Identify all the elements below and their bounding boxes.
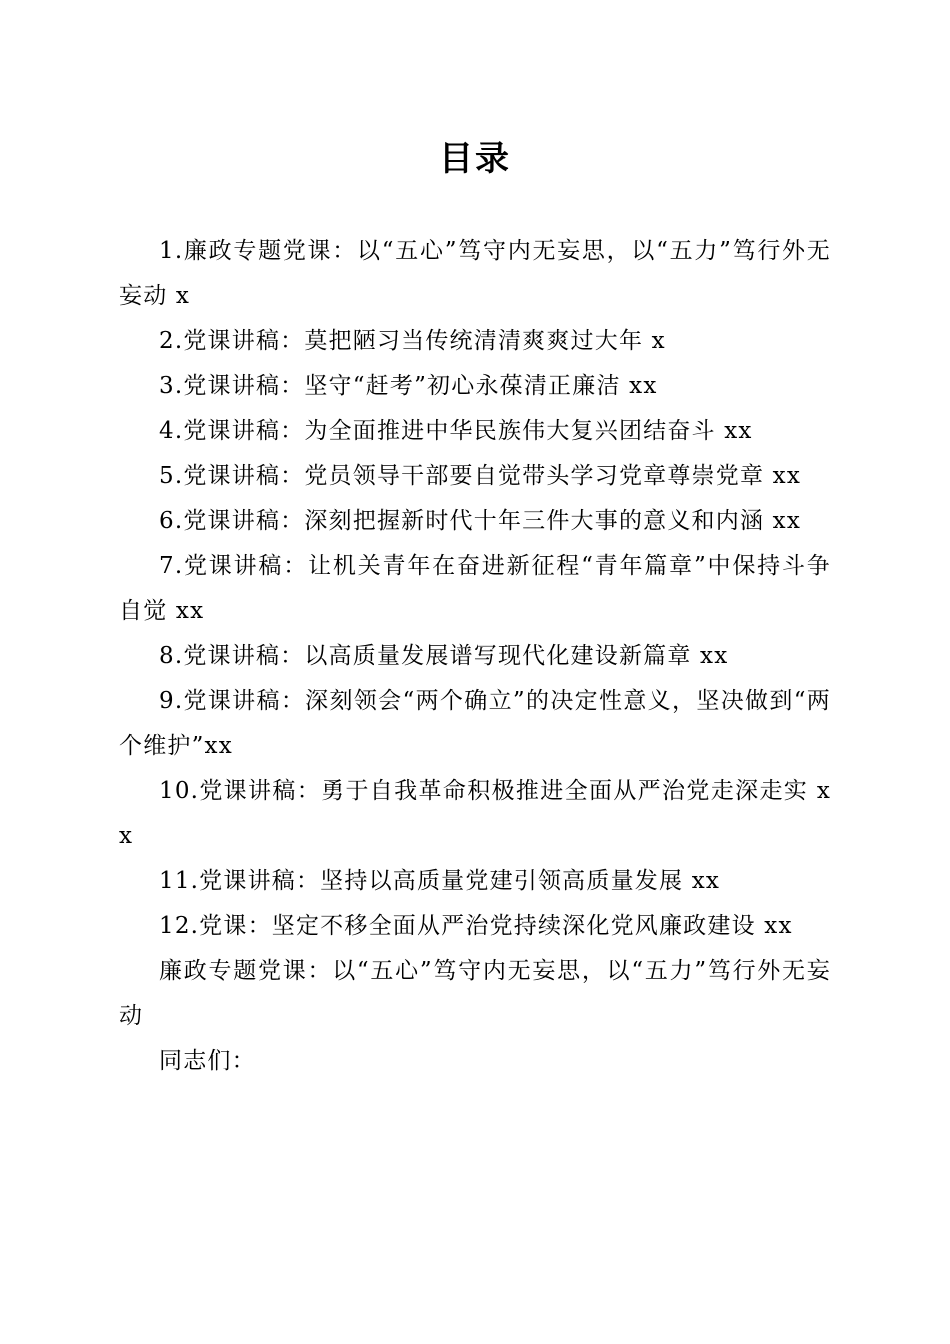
salutation: 同志们：	[159, 1048, 256, 1074]
toc-item-8: 8.党课讲稿：以高质量发展谱写现代化建设新篇章 xx	[159, 643, 729, 669]
toc-item-2: 2.党课讲稿：莫把陋习当传统清清爽爽过大年 x	[159, 328, 666, 354]
toc-item-5: 5.党课讲稿：党员领导干部要自觉带头学习党章尊崇党章 xx	[159, 463, 801, 489]
toc-item-10: 10.党课讲稿：勇于自我革命积极推进全面从严治党走深走实 xx	[119, 778, 831, 849]
toc-item-4: 4.党课讲稿：为全面推进中华民族伟大复兴团结奋斗 xx	[159, 418, 753, 444]
toc-item-12: 12.党课：坚定不移全面从严治党持续深化党风廉政建设 xx	[159, 913, 793, 939]
toc-item-9: 9.党课讲稿：深刻领会“两个确立”的决定性意义，坚决做到“两个维护”xx	[119, 688, 831, 759]
toc-item-6: 6.党课讲稿：深刻把握新时代十年三件大事的意义和内涵 xx	[159, 508, 801, 534]
toc-item-1: 1.廉政专题党课：以“五心”笃守内无妄思，以“五力”笃行外无妄动 x	[119, 238, 831, 309]
toc-item-3: 3.党课讲稿：坚守“赶考”初心永葆清正廉洁 xx	[159, 373, 658, 399]
toc-item-11: 11.党课讲稿：坚持以高质量党建引领高质量发展 xx	[159, 868, 721, 894]
page-title: 目录	[439, 139, 511, 179]
document-body	[119, 229, 831, 1084]
toc-item-7: 7.党课讲稿：让机关青年在奋进新征程“青年篇章”中保持斗争自觉 xx	[119, 553, 831, 624]
section-heading: 廉政专题党课：以“五心”笃守内无妄思，以“五力”笃行外无妄动	[119, 958, 831, 1029]
